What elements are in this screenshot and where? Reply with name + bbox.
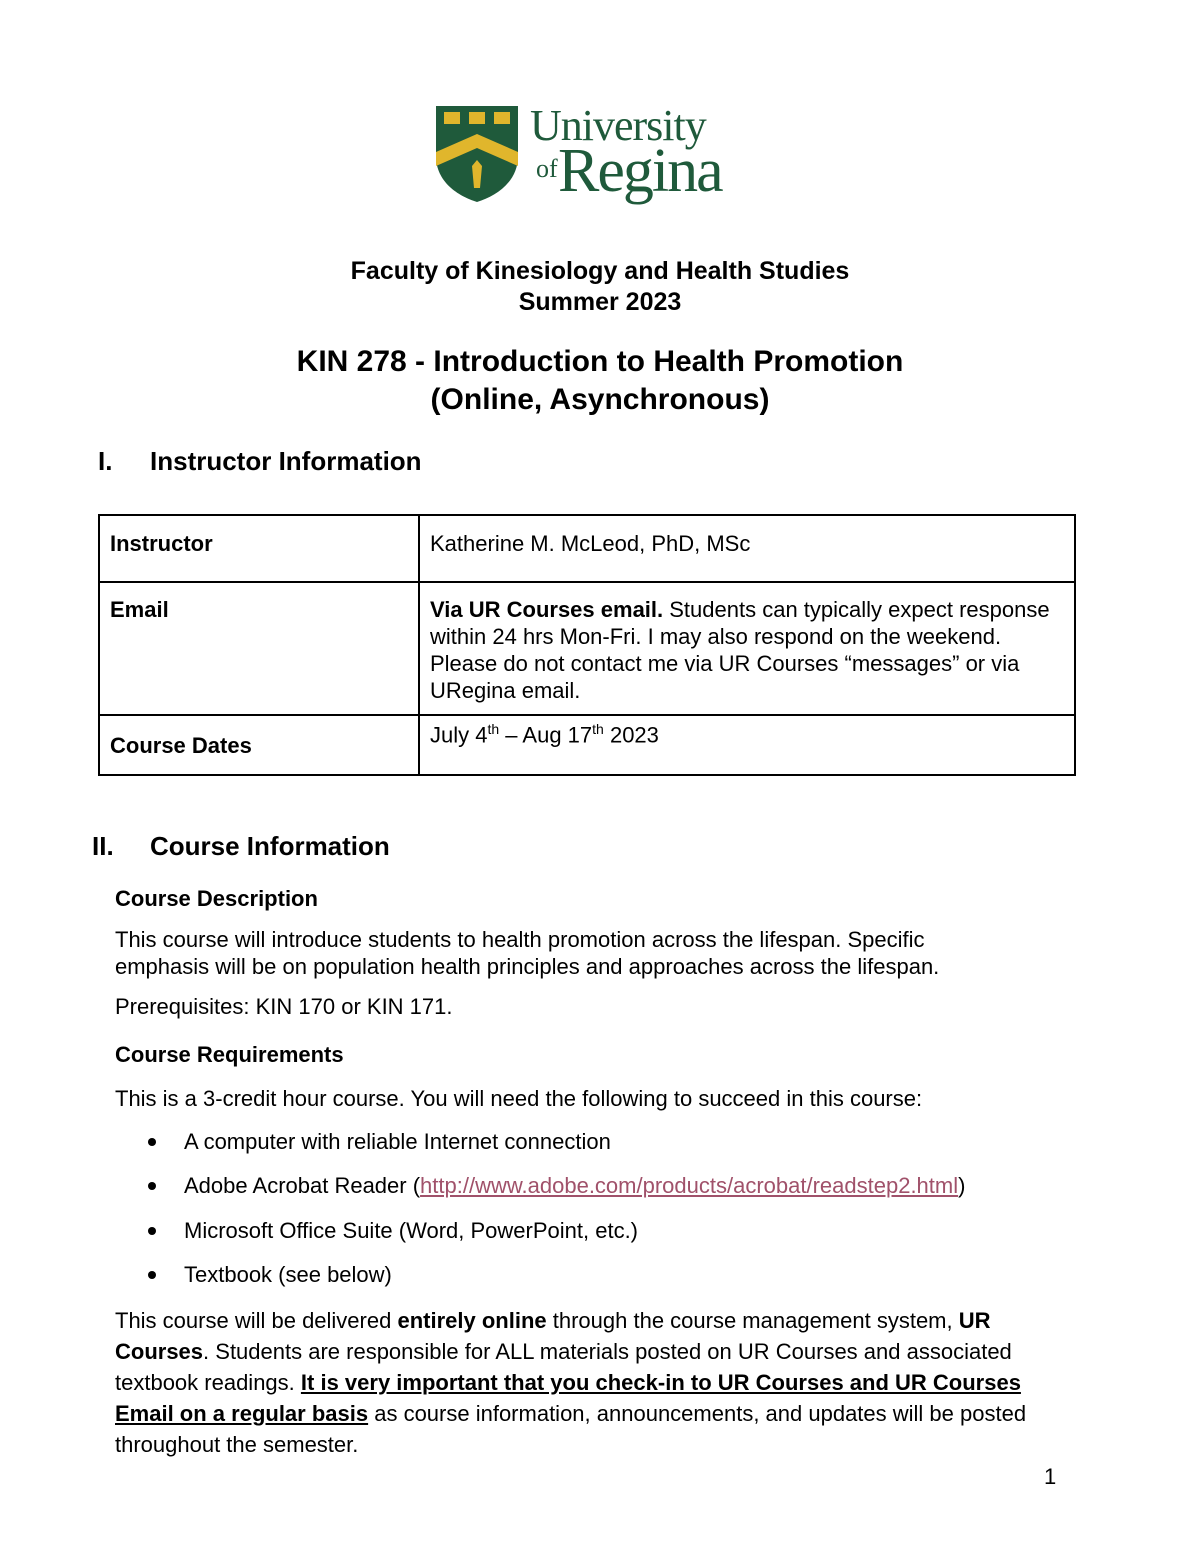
prerequisites-text: Prerequisites: KIN 170 or KIN 171. — [115, 994, 453, 1019]
instructor-table — [98, 514, 1076, 776]
course-title-line2: (Online, Asynchronous) — [430, 383, 770, 416]
email-key: Email — [99, 582, 419, 715]
link-close-paren: ) — [958, 1173, 966, 1198]
delivery-text-2: through the course management system, — [546, 1308, 959, 1333]
course-dates-value — [419, 715, 1075, 775]
crest-icon — [434, 104, 520, 204]
delivery-text-4: as course information, announcements, and updates will be posted throughout the semester. — [115, 1401, 1027, 1457]
email-value-bold: Via UR Courses email. — [430, 597, 664, 622]
delivery-emphasis: It is very important that you check-in to UR Courses and UR Courses Email on a regular basis — [115, 1370, 1021, 1426]
section-1-title: Instructor Information — [150, 446, 422, 476]
course-description-text: This course will introduce students to health promotion across the lifespan. Specific emphasis will be on population health principles and approaches across the lifespan. — [115, 927, 940, 979]
logo-university-text: University — [530, 101, 706, 150]
section-2-heading — [92, 831, 592, 863]
page-number: 1 — [1044, 1464, 1057, 1489]
faculty-heading — [0, 256, 1200, 318]
course-title-line1: KIN 278 - Introduction to Health Promotion — [296, 345, 904, 378]
faculty-name: Faculty of Kinesiology and Health Studies — [350, 257, 850, 285]
logo-regina-text: Regina — [558, 137, 722, 205]
instructor-value: Katherine M. McLeod, PhD, MSc — [419, 515, 1075, 582]
delivery-text-1: This course will be delivered — [115, 1308, 398, 1333]
requirements-intro: This is a 3-credit hour course. You will need the following to succeed in this course: — [115, 1086, 923, 1111]
list-item-text: A computer with reliable Internet connection — [184, 1129, 611, 1154]
table-row — [99, 582, 1075, 715]
table-row — [99, 515, 1075, 582]
course-dates-key: Course Dates — [99, 715, 419, 775]
course-description-heading: Course Description — [115, 886, 318, 911]
list-item-text — [184, 1173, 965, 1199]
email-value-text: Students can typically expect response within 24 hrs Mon-Fri. I may also respond on the weekend. Please do not contact me via UR Courses “messages” or via URegina email. — [430, 597, 1050, 703]
list-item-text: Textbook (see below) — [184, 1262, 392, 1287]
delivery-bold-2: UR Courses — [115, 1308, 991, 1364]
date-year: 2023 — [603, 722, 659, 748]
section-1-heading — [98, 446, 598, 478]
university-logo — [430, 100, 750, 210]
delivery-text-3: . Students are responsible for ALL materials posted on UR Courses and associated textbook readings. — [115, 1339, 1012, 1395]
bullet-icon — [148, 1182, 156, 1190]
date-end-sup: th — [592, 721, 604, 737]
table-row — [99, 715, 1075, 775]
section-2-title: Course Information — [150, 831, 390, 861]
email-value — [419, 582, 1075, 715]
term: Summer 2023 — [518, 288, 682, 316]
section-2-number: II. — [92, 831, 114, 861]
course-title — [0, 343, 1200, 419]
adobe-reader-link[interactable]: http://www.adobe.com/products/acrobat/readstep2.html — [420, 1173, 959, 1198]
date-start-sup: th — [487, 721, 500, 737]
logo-of-text: of — [536, 154, 558, 183]
section-1-number: I. — [98, 446, 113, 476]
delivery-paragraph — [115, 1305, 1060, 1460]
bullet-icon — [148, 1138, 156, 1146]
bullet-icon — [148, 1227, 156, 1235]
date-end: – Aug 17 — [499, 722, 593, 748]
delivery-bold-1: entirely online — [397, 1308, 547, 1333]
list-item-label: Adobe Acrobat Reader ( — [184, 1173, 421, 1198]
bullet-icon — [148, 1271, 156, 1279]
instructor-key: Instructor — [99, 515, 419, 582]
course-requirements-heading: Course Requirements — [115, 1042, 344, 1067]
date-start: July 4 — [430, 722, 488, 748]
list-item-text: Microsoft Office Suite (Word, PowerPoint, etc.) — [184, 1218, 639, 1243]
